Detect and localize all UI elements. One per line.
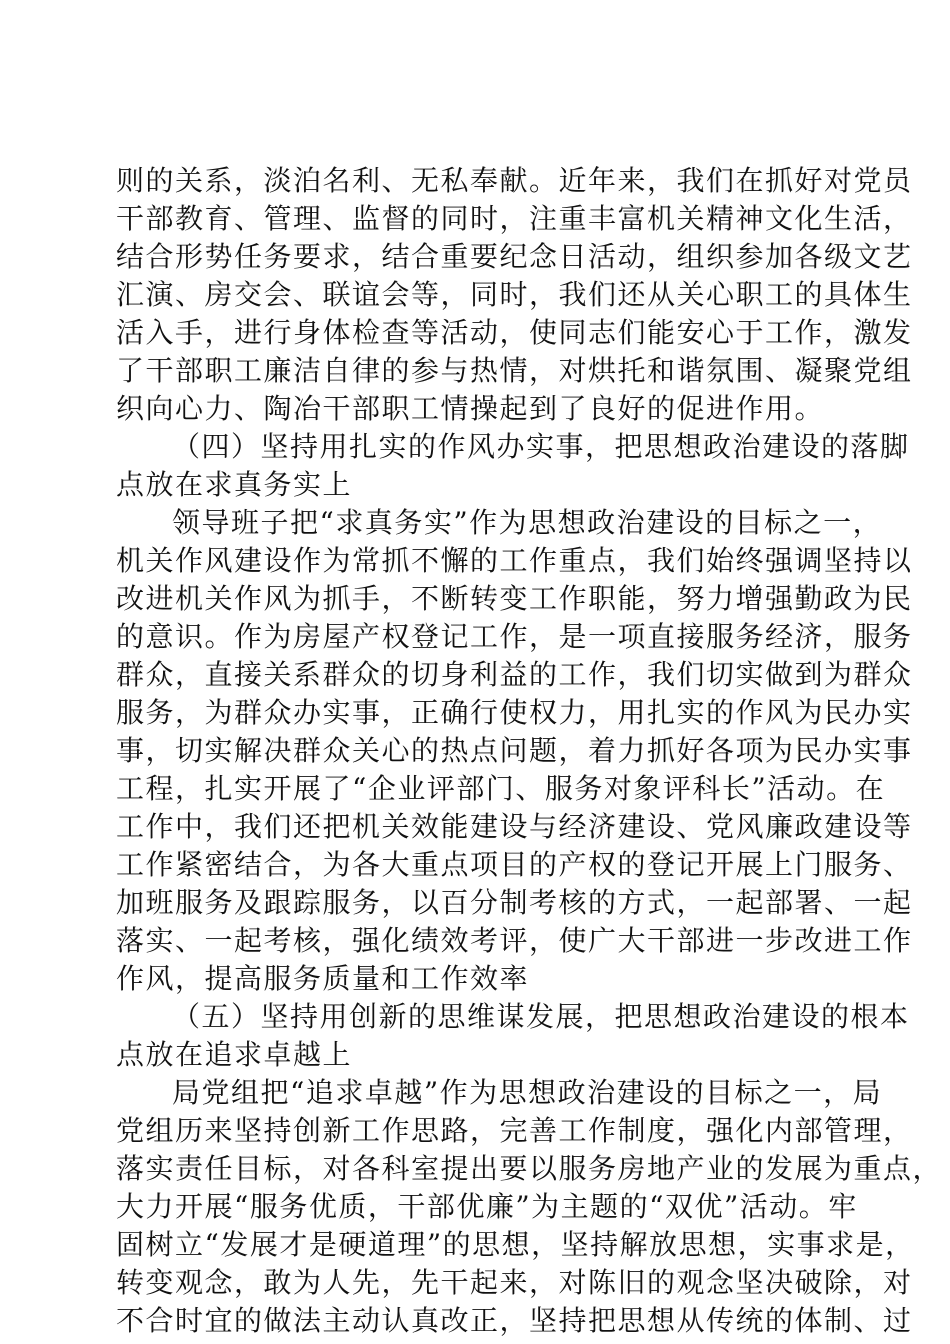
text-line: 事，切实解决群众关心的热点问题，着力抓好各项为民办实事 — [116, 734, 913, 767]
text-line: 机关作风建设作为常抓不懈的工作重点，我们始终强调坚持以 — [116, 544, 913, 577]
text-line: 加班服务及跟踪服务，以百分制考核的方式，一起部署、一起 — [116, 886, 913, 919]
text-line: 固树立“发展才是硬道理”的思想，坚持解放思想，实事求是， — [116, 1228, 915, 1261]
text-line: 落实责任目标，对各科室提出要以服务房地产业的发展为重点， — [116, 1152, 943, 1185]
text-line: 群众，直接关系群众的切身利益的工作，我们切实做到为群众 — [116, 658, 913, 691]
text-line: 结合形势任务要求，结合重要纪念日活动，组织参加各级文艺 — [116, 240, 913, 273]
text-line: 大力开展“服务优质，干部优廉”为主题的“双优”活动。牢 — [116, 1190, 858, 1223]
text-line: 汇演、房交会、联谊会等，同时，我们还从关心职工的具体生 — [116, 278, 913, 311]
text-line: 转变观念，敢为人先，先干起来，对陈旧的观念坚决破除，对 — [116, 1266, 913, 1299]
text-line: 领导班子把“求真务实”作为思想政治建设的目标之一， — [172, 506, 883, 539]
section-heading-continued: 点放在求真务实上 — [116, 468, 353, 501]
text-line: 落实、一起考核，强化绩效考评，使广大干部进一步改进工作 — [116, 924, 913, 957]
text-line: 不合时宜的做法主动认真改正，坚持把思想从传统的体制、过 — [116, 1304, 913, 1337]
text-line: 活入手，进行身体检查等活动，使同志们能安心于工作，激发 — [116, 316, 913, 349]
text-line: 则的关系，淡泊名利、无私奉献。近年来，我们在抓好对党员 — [116, 164, 913, 197]
text-line: 工程，扎实开展了“企业评部门、服务对象评科长”活动。在 — [116, 772, 886, 805]
text-line: 工作紧密结合，为各大重点项目的产权的登记开展上门服务、 — [116, 848, 913, 881]
text-line: 的意识。作为房屋产权登记工作，是一项直接服务经济，服务 — [116, 620, 913, 653]
text-line: 局党组把“追求卓越”作为思想政治建设的目标之一，局 — [172, 1076, 883, 1109]
text-line: 服务，为群众办实事，正确行使权力，用扎实的作风为民办实 — [116, 696, 913, 729]
text-line: 了干部职工廉洁自律的参与热情，对烘托和谐氛围、凝聚党组 — [116, 354, 913, 387]
text-line: 党组历来坚持创新工作思路，完善工作制度，强化内部管理， — [116, 1114, 913, 1147]
text-line: 织向心力、陶冶干部职工情操起到了良好的促进作用。 — [116, 392, 825, 425]
section-heading: （五）坚持用创新的思维谋发展，把思想政治建设的根本 — [172, 1000, 910, 1033]
section-heading-continued: 点放在追求卓越上 — [116, 1038, 353, 1071]
text-line: 作风，提高服务质量和工作效率 — [116, 962, 530, 995]
section-heading: （四）坚持用扎实的作风办实事，把思想政治建设的落脚 — [172, 430, 910, 463]
text-line: 改进机关作风为抓手，不断转变工作职能，努力增强勤政为民 — [116, 582, 913, 615]
text-line: 工作中，我们还把机关效能建设与经济建设、党风廉政建设等 — [116, 810, 913, 843]
text-line: 干部教育、管理、监督的同时，注重丰富机关精神文化生活， — [116, 202, 913, 235]
